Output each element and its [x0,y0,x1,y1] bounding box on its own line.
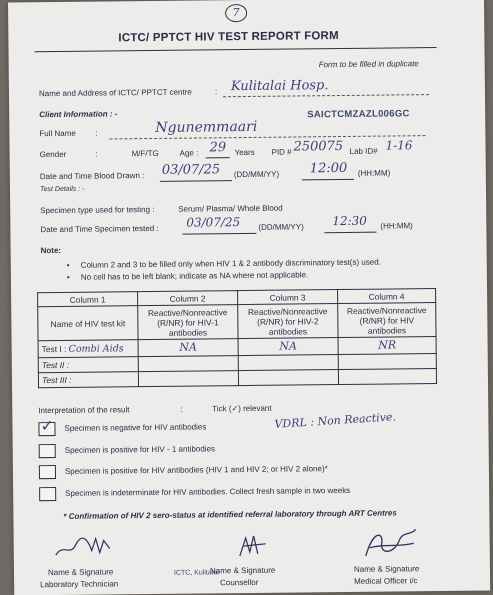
note-label: Note: [40,245,62,256]
form-title: ICTC/ PPTCT HIV TEST REPORT FORM [118,30,339,45]
fullname-colon: : [95,128,98,138]
confirmation-note: * Confirmation of HIV 2 sero-status at identified referral laboratory through ART Centres [63,508,397,521]
client-code: SAICTCMZAZL006GC [307,108,410,121]
specimen-label: Specimen type used for testing : [40,204,155,216]
centre-label: Name and Address of ICTC/ PPTCT centre [38,87,192,99]
gender-colon: : [95,149,98,159]
drawn-time: 12:00 [309,160,348,177]
age-underline [206,157,230,158]
note-bullet-1: • [66,260,70,270]
centre-underline [223,94,429,97]
counsellor-signature [236,532,272,560]
tick-relevant-label: Tick (✓) relevant [212,403,272,414]
table-cell [238,370,338,386]
result-option-hiv2-positive: Specimen is positive for HIV antibodies (HIV 1 and HIV 2; or HIV 2 alone)* [64,464,328,476]
table-cell: Reactive/Nonreactive (R/NR) for HIV-1 antibodies [138,305,238,340]
gender-options: M/F/TG [131,148,159,159]
vdrl-note: VDRL : Non Reactive. [274,410,397,431]
test-3-label: Test III : [38,372,138,388]
result-option-hiv1-positive: Specimen is positive for HIV - 1 antibodies [64,444,216,455]
results-table [37,288,437,388]
tested-time-underline [324,232,376,234]
table-cell: Name of HIV test kit [38,306,138,341]
counsellor-signature-label: Name & Signature [209,565,276,576]
tested-date-format: (DD/MM/YY) [258,222,304,232]
result-option-negative: Specimen is negative for HIV antibodies [64,422,207,433]
test-1-hiv1-result: NA [138,339,238,357]
test-2-label: Test II : [38,357,138,373]
hiv1-positive-checkbox[interactable] [39,444,56,458]
test-1-cell [38,340,138,358]
note-text-2: No cell has to be left blank; indicate as NA where not applicable. [80,270,309,282]
table-cell [338,354,436,370]
pid-label: PID # [271,147,292,157]
page-number: 7 [232,6,240,20]
header-cell: Column 3 [238,290,338,305]
tested-time-format: (HH:MM) [380,221,413,231]
labid-label: Lab ID# [349,146,378,156]
medical-officer-signature [360,525,420,562]
table-row [38,303,436,341]
centre-value: Kulitalai Hosp. [230,78,329,95]
interpretation-label: Interpretation of the result [38,405,130,416]
lab-tech-title: Laboratory Technician [40,579,119,590]
table-cell [138,371,238,387]
pid-value: 250075 [293,138,344,155]
years-label: Years [234,147,255,158]
header-cell: Column 2 [138,291,238,306]
header-cell: Column 1 [38,292,138,307]
client-section-label: Client Information : - [39,109,118,120]
title-rule [35,47,437,52]
specimen-value: Serum/ Plasma/ Whole Blood [178,203,283,214]
tested-date: 03/07/25 [186,215,241,230]
note-bullet-2: • [66,272,70,282]
labid-value: 1-16 [385,138,413,153]
tested-date-underline [182,233,256,235]
age-value: 29 [209,140,227,156]
report-form-page [8,0,490,595]
table-row [38,369,436,388]
table-cell [238,355,338,371]
lab-tech-signature [54,534,114,561]
duplicate-note: Form to be filled in duplicate [318,59,419,70]
fullname-value: Ngunemmaari [155,118,258,136]
drawn-date: 03/07/25 [161,162,221,178]
medical-officer-signature-label: Name & Signature [353,564,420,574]
drawn-date-format: (DD/MM/YY) [233,169,280,180]
tested-time: 12:30 [332,213,367,229]
lab-tech-signature-label: Name & Signature [47,567,114,578]
note-text-1: Column 2 and 3 to be filled only when HIV 1 & 2 antibody discriminatory test(s) used. [80,257,381,270]
drawn-time-underline [302,179,354,181]
table-cell [138,356,238,372]
medical-officer-title: Medical Officer i/c [354,576,418,586]
result-option-indeterminate: Specimen is indeterminate for HIV antibodies. Collect fresh sample in two weeks [65,485,351,498]
counsellor-title: Counsellor [220,577,259,588]
hiv2-positive-checkbox[interactable] [39,465,56,479]
interpretation-colon: : [180,404,183,414]
ictc-stamp-text: ICTC, Kulitalai [173,569,219,577]
drawn-time-format: (HH:MM) [357,168,391,178]
table-cell [338,369,436,385]
table-cell: Reactive/Nonreactive (R/NR) for HIV-2 antibodies [238,304,338,339]
table-cell: Reactive/Nonreactive (R/NR) for HIV antibodies [338,303,436,338]
test-details-label: Test Details : - [39,185,85,194]
age-label: Age : [179,148,199,158]
test-1-hiv-result: NR [338,337,436,355]
test-1-hiv2-result: NA [238,338,338,356]
centre-colon: : [214,87,218,97]
drawn-label: Date and Time Blood Drawn : [39,171,145,182]
header-cell: Column 4 [338,289,436,304]
page-number-circle [225,4,247,22]
test-1-label: Test I : [41,343,67,354]
drawn-date-underline [160,180,232,182]
check-mark-icon: ✓ [40,418,54,436]
fullname-label: Full Name [39,128,76,139]
indeterminate-checkbox[interactable] [39,487,56,501]
test-1-kit: Combi Aids [68,342,124,355]
tested-label: Date and Time Specimen tested : [40,223,159,235]
gender-label: Gender [39,149,67,160]
